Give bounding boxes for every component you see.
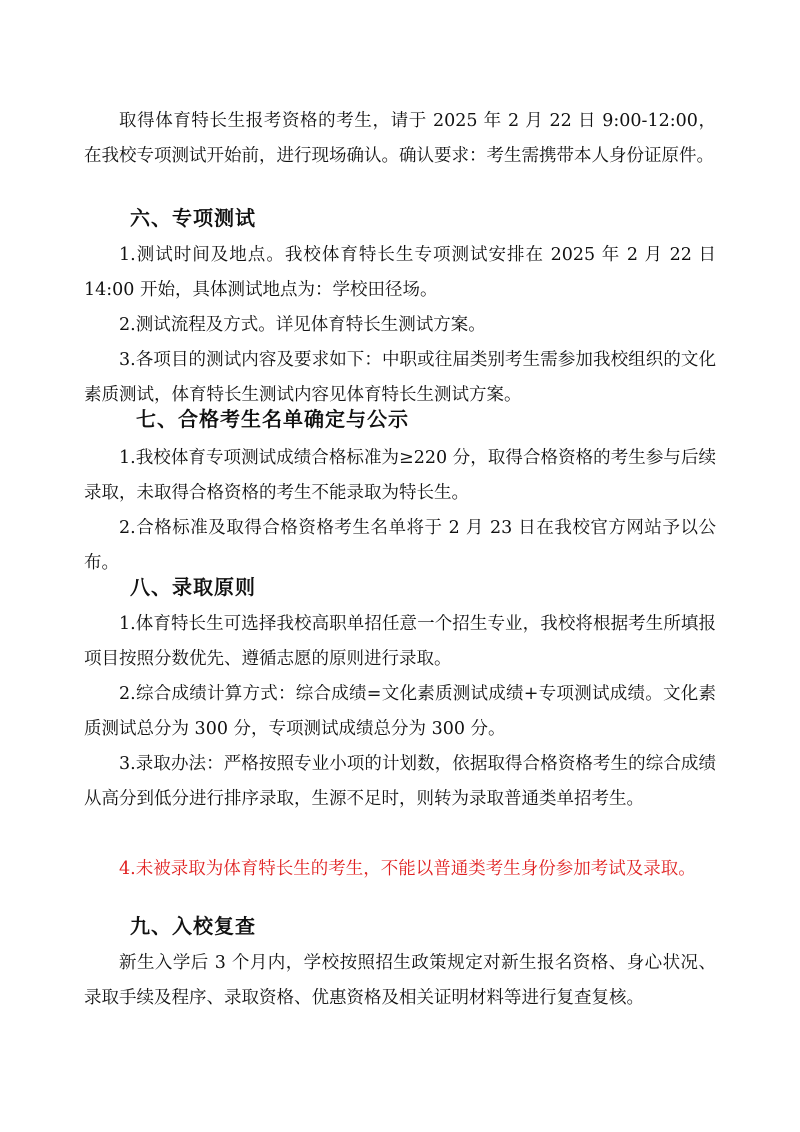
heading-admission-principles: 八、录取原则 — [130, 575, 256, 599]
paragraph-admission-method: 3.录取办法：严格按照专业小项的计划数，依据取得合格资格考生的综合成绩从高分到低分进行排序录取，生源不足时，则转为录取普通类单招考生。 — [84, 754, 716, 809]
paragraph-not-admitted-warning: 4.未被录取为体育特长生的考生，不能以普通类考生身份参加考试及录取。 — [119, 859, 696, 879]
paragraph-score-calculation: 2.综合成绩计算方式：综合成绩=文化素质测试成绩+专项测试成绩。文化素质测试总分为 300 分，专项测试成绩总分为 300 分。 — [84, 684, 716, 739]
paragraph-on-site-confirmation: 取得体育特长生报考资格的考生，请于 2025 年 2 月 22 日 9:00-12:00，在我校专项测试开始前，进行现场确认。确认要求：考生需携带本人身份证原件。 — [84, 111, 716, 166]
paragraph-pass-standard: 1.我校体育专项测试成绩合格标准为≥220 分，取得合格资格的考生参与后续录取，未取得合格资格的考生不能录取为特长生。 — [84, 448, 716, 503]
paragraph-test-time-location: 1.测试时间及地点。我校体育特长生专项测试安排在 2025 年 2 月 22 日 14:00 开始，具体测试地点为：学校田径场。 — [84, 245, 716, 300]
paragraph-test-content: 3.各项目的测试内容及要求如下：中职或往届类别考生需参加我校组织的文化素质测试，体育特长生测试内容见体育特长生测试方案。 — [84, 350, 716, 405]
paragraph-test-process: 2.测试流程及方式。详见体育特长生测试方案。 — [119, 315, 486, 335]
heading-qualified-list: 七、合格考生名单确定与公示 — [136, 407, 409, 431]
heading-enrollment-review: 九、入校复查 — [130, 914, 256, 938]
paragraph-major-choice: 1.体育特长生可选择我校高职单招任意一个招生专业，我校将根据考生所填报项目按照分数优先、遵循志愿的原则进行录取。 — [84, 614, 716, 669]
heading-special-test: 六、专项测试 — [130, 206, 256, 230]
paragraph-publication: 2.合格标准及取得合格资格考生名单将于 2 月 23 日在我校官方网站予以公布。 — [84, 518, 716, 573]
paragraph-review-details: 新生入学后 3 个月内，学校按照招生政策规定对新生报名资格、身心状况、录取手续及程序、录取资格、优惠资格及相关证明材料等进行复查复核。 — [84, 953, 716, 1008]
